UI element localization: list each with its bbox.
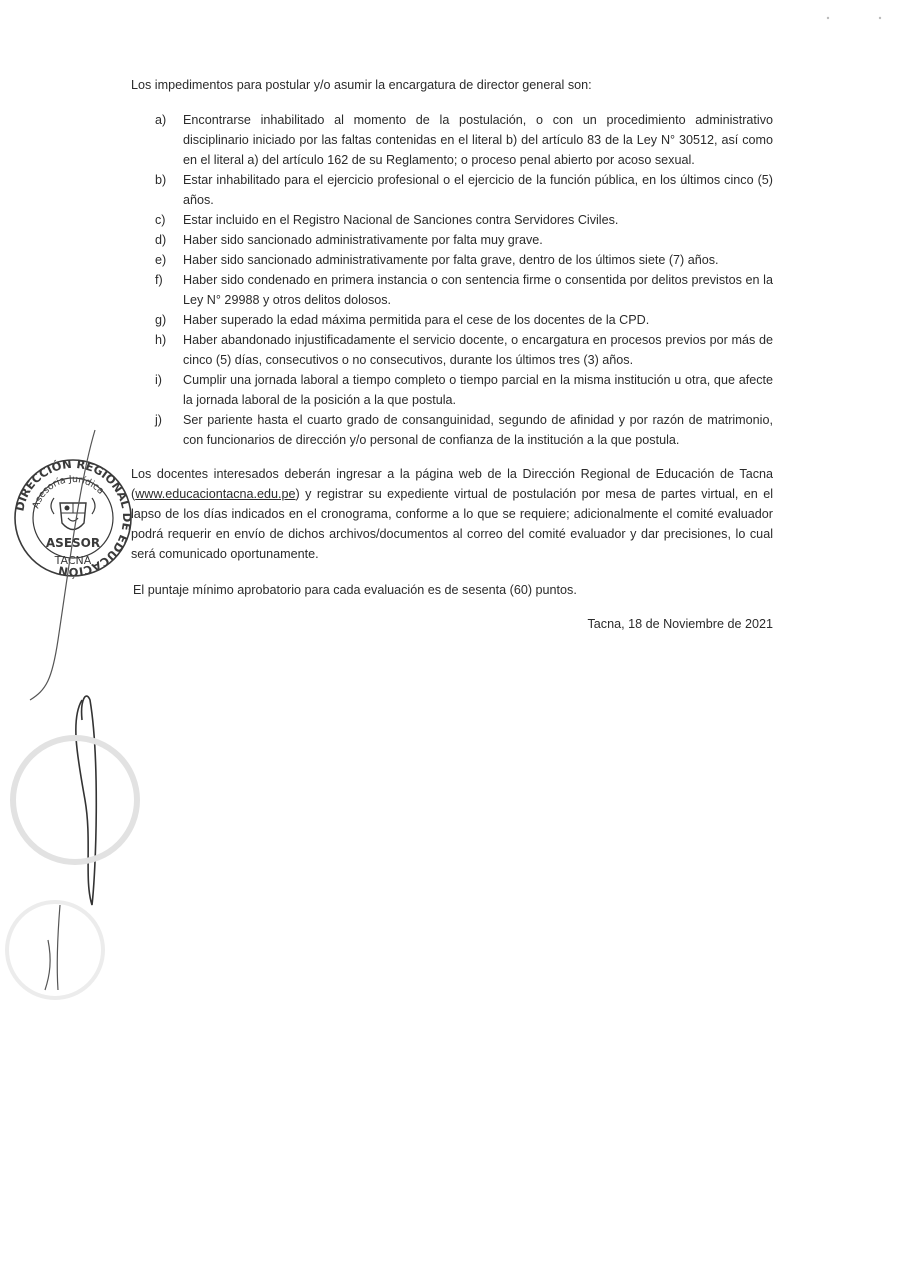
item-text: Haber sido condenado en primera instancia o con sentencia firme o consentida por delitos previstos en la Ley N° 29988 y otros delitos dolosos. (183, 273, 773, 307)
instructions-paragraph (131, 464, 773, 564)
item-text: Haber sido sancionado administrativamente por falta grave, dentro de los últimos siete (7) años. (183, 253, 719, 267)
stamp-city-text: TACNA (54, 554, 92, 567)
item-text: Haber abandonado injustificadamente el servicio docente, o encargatura en procesos previos por más de cinco (5) días, consecutivos o no consecutivos, durante los últimos tres (3) años. (183, 333, 773, 367)
item-text: Haber superado la edad máxima permitida para el cese de los docentes de la CPD. (183, 313, 650, 327)
official-stamp (8, 448, 138, 588)
list-item (148, 250, 773, 270)
item-marker: i) (155, 373, 162, 387)
paragraph-end: ) y registrar su expediente virtual de postulación por mesa de partes virtual, en el lapso de los días indicados en el cronograma, conforme a lo que se requiere; adicionalmente el comité evaluador podrá requerir en envío de dichos archivos/documentos al correo del comité evaluador y dar precisiones, lo cual será comunicado oportunamente. (131, 487, 773, 561)
list-item (148, 330, 773, 370)
item-marker: a) (155, 113, 167, 127)
item-marker: e) (155, 253, 167, 267)
website-link[interactable]: www.educaciontacna.edu.pe (135, 487, 296, 501)
list-item (148, 230, 773, 250)
scan-speck (879, 17, 881, 19)
item-marker: j) (155, 413, 162, 427)
list-item (148, 410, 773, 450)
scan-speck (827, 17, 829, 19)
paragraph-start: Los docentes interesados deberán ingresar a la página web de la Dirección Regional de Educación de Tacna ( (131, 467, 773, 501)
date-line: Tacna, 18 de Noviembre de 2021 (587, 617, 773, 631)
signature-stroke (45, 905, 60, 990)
signature-stroke (76, 696, 96, 905)
item-text: Haber sido sancionado administrativamente por falta muy grave. (183, 233, 543, 247)
list-item (148, 210, 773, 230)
list-item (148, 170, 773, 210)
item-text: Ser pariente hasta el cuarto grado de consanguinidad, segundo de afinidad y por razón de matrimonio, con funcionarios de dirección y/o personal de confianza de la institución a la que postula. (183, 413, 773, 447)
item-text: Cumplir una jornada laboral a tiempo completo o tiempo parcial en la misma institución u otra, que afecte la jornada laboral de la posición a la que postula. (183, 373, 773, 407)
stamp-outer-text: DIRECCIÓN REGIONAL DE EDUCACIÓN (12, 456, 135, 580)
coat-of-arms-icon (51, 498, 95, 530)
item-marker: g) (155, 313, 167, 327)
item-marker: h) (155, 333, 167, 347)
list-item (148, 370, 773, 410)
item-text: Estar incluido en el Registro Nacional de Sanciones contra Servidores Civiles. (183, 213, 619, 227)
item-marker: d) (155, 233, 167, 247)
impediments-list (148, 110, 773, 450)
stamp-role-text: ASESOR (45, 536, 101, 550)
faded-stamp-ghost (13, 738, 137, 862)
list-item (148, 270, 773, 310)
faded-stamp-ghost (7, 902, 103, 998)
item-marker: f) (155, 273, 163, 287)
stamp-inner-text: Asesoría Jurídica (30, 473, 107, 511)
item-text: Estar inhabilitado para el ejercicio profesional o el ejercicio de la función pública, en los últimos cinco (5) años. (183, 173, 773, 207)
minimum-score-note: El puntaje mínimo aprobatorio para cada evaluación es de sesenta (60) puntos. (133, 583, 577, 597)
item-marker: b) (155, 173, 167, 187)
list-item (148, 110, 773, 170)
item-marker: c) (155, 213, 166, 227)
item-text: Encontrarse inhabilitado al momento de la postulación, o con un procedimiento administrativo disciplinario iniciado por las faltas contenidas en el literal b) del artículo 83 de la Ley N° 30512, así como en el literal a) del artículo 162 de su Reglamento; o proceso penal abierto por acoso sexual. (183, 113, 773, 167)
intro-text: Los impedimentos para postular y/o asumir la encargatura de director general son: (131, 78, 592, 92)
list-item (148, 310, 773, 330)
